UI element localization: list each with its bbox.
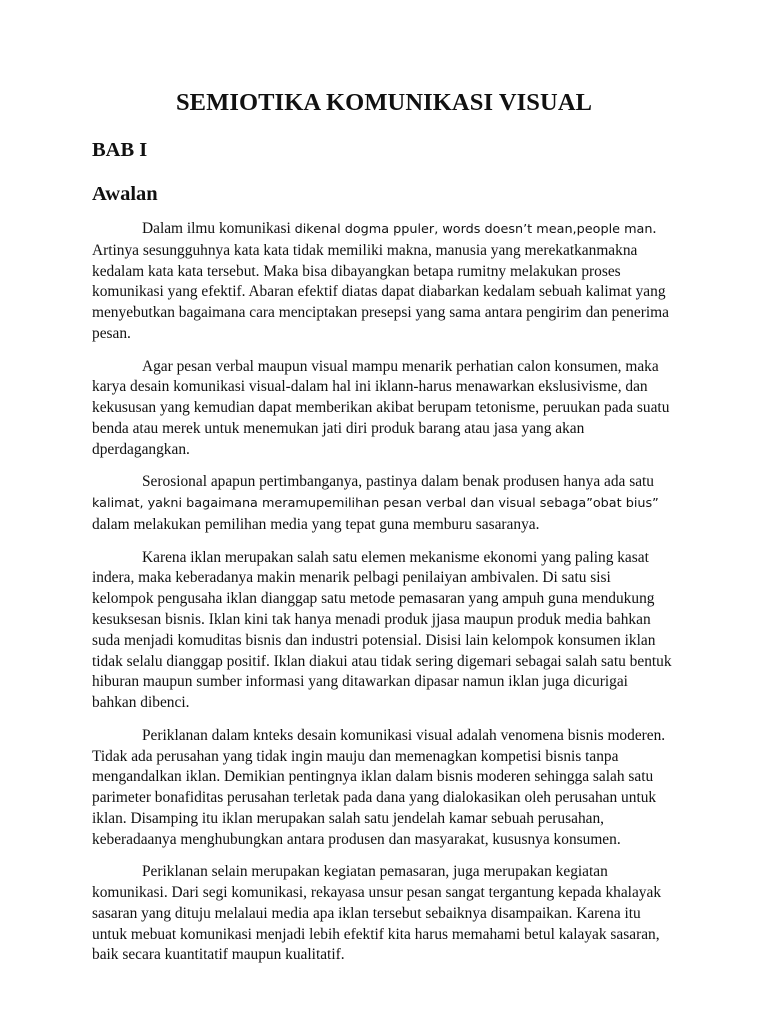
- paragraph-1: [92, 219, 676, 345]
- paragraph-3-part-2: dalam melakukan pemilihan media yang tepat guna memburu sasaranya.: [92, 515, 540, 533]
- section-heading: Awalan: [92, 183, 158, 205]
- document-title: SEMIOTIKA KOMUNIKASI VISUAL: [175, 89, 593, 116]
- paragraph-3: [92, 472, 676, 535]
- paragraph-3-part-1: Serosional apapun pertimbanganya, pastinya dalam benak produsen hanya ada satu: [142, 473, 655, 491]
- paragraph-4: Karena iklan merupakan salah satu elemen mekanisme ekonomi yang paling kasat indera, maka keberadanya makin menarik pelbagi penilaiyan ambivalen. Di satu sisi kelompok pengusaha iklan dianggap satu metode pemasaran yang ampuh guna mendukung kesuksesan bisnis. Iklan kini tak hanya menadi produk jjasa maupun produk media bahkan suda menjadi komuditas bisnis dan industri potensial. Disisi lain kelompok konsumen iklan tidak selalu dianggap positif. Iklan diakui atau tidak sering digemari sebagai salah satu bentuk hiburan maupun sumber informasi yang ditawarkan dipasar namun iklan juga dicurigai bahkan dibenci.: [92, 548, 672, 712]
- body-text: [92, 219, 676, 966]
- paragraph-5: Periklanan dalam knteks desain komunikasi visual adalah venomena bisnis moderen. Tidak ada perusahan yang tidak ingin mauju dan memenagkan kompetisi bisnis tanpa mengandalkan iklan. Demikian pentingnya iklan dalam bisnis moderen sehingga salah satu parimeter bonafiditas perusahan terletak pada dana yang dialokasikan oleh perusahan untuk iklan. Disamping itu iklan merupakan salah satu jendelah kamar sebuah perusahan, keberadaanya menghubungkan antara produsen dan masyarakat, kususnya konsumen.: [92, 726, 666, 848]
- paragraph-1-part-1: Dalam ilmu komunikasi: [142, 220, 295, 237]
- paragraph-1-part-2: . Artinya sesungguhnya kata kata tidak memiliki makna, manusia yang merekatkanmakna kedalam kata kata tersebut. Maka bisa dibayangkan betapa rumitny melakukan proses komunikasi yang efektif. Abaran efektif diatas dapat diabarkan kedalam sebuah kalimat yang menyebutkan bagaimana cara menciptakan presepsi yang sama antara pengirim dan penerima pesan.: [92, 220, 669, 342]
- paragraph-2: Agar pesan verbal maupun visual mampu menarik perhatian calon konsumen, maka karya desain komunikasi visual-dalam hal ini iklann-harus menawarkan ekslusivisme, dan kekususan yang kemudian dapat memberikan akibat berupam tetonisme, peruukan pada suatu benda atau merek untuk menemukan jati diri produk barang atau jasa yang akan dperdagangkan.: [92, 357, 670, 458]
- paragraph-6: Periklanan selain merupakan kegiatan pemasaran, juga merupakan kegiatan komunikasi. Dari segi komunikasi, rekayasa unsur pesan sangat tergantung kepada khalayak sasaran yang dituju melalaui media apa iklan tersebut sebaiknya disampaikan. Karena itu untuk mebuat komunikasi menjadi lebih efektif kita harus memahami betul kalayak sasaran, baik secara kuantitatif maupun kualitatif.: [92, 863, 662, 964]
- chapter-heading: BAB I: [92, 139, 148, 161]
- paragraph-1-quote: dikenal dogma ppuler, words doesn’t mean,people man: [294, 222, 653, 237]
- paragraph-3-quote: kalimat, yakni bagaimana meramupemilihan pesan verbal dan visual sebaga”obat bius”: [92, 496, 659, 512]
